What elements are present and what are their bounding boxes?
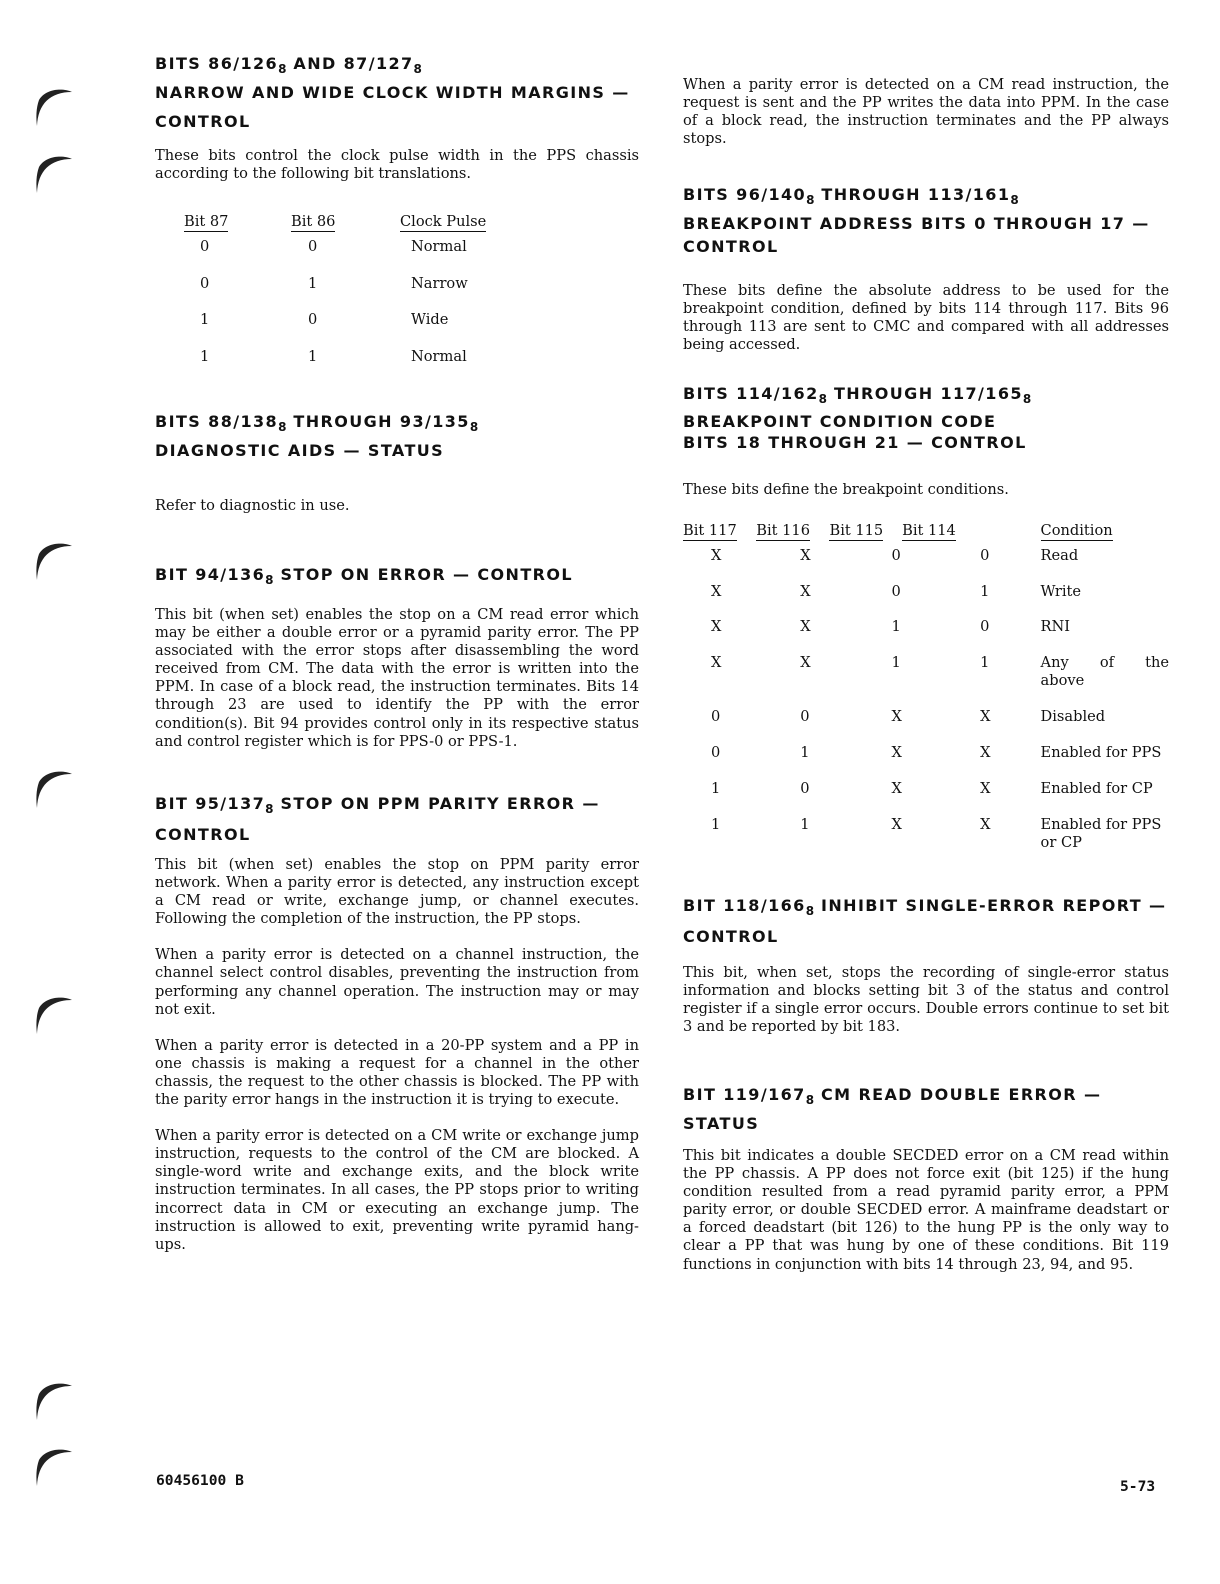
table-cell: X [711, 582, 722, 600]
section-heading-line: BITS 18 THROUGH 21 — CONTROL [683, 433, 1027, 452]
octal-subscript: 8 [278, 62, 287, 76]
heading-text: BIT 118/166 [683, 896, 806, 915]
heading-text: STOP ON PPM PARITY ERROR — [273, 794, 600, 813]
section-heading [155, 410, 639, 439]
table-cell: 1 [308, 274, 318, 292]
table-cell: X [891, 743, 902, 761]
section-body: This bit indicates a double SECDED error on a CM read within the PP chassis. A PP does not force exit (bit 125) if the hung condition resulted from a read pyramid parity error, a PPM parity error, or double SECDED error. A mainframe deadstart or a forced deadstart (bit 126) to the hung PP is the only way to clear a PP that was hung by one of these conditions. Bit 119 functions in conjunction with bits 14 through 23, 94, and 95. [683, 1147, 1169, 1273]
table-cell: Any of the above [1040, 653, 1169, 689]
table-cell: X [711, 618, 722, 635]
table-cell: 0 [980, 547, 990, 564]
table-cell: 1 [891, 618, 901, 635]
section-heading-line: CONTROL [683, 237, 779, 256]
octal-subscript: 8 [818, 392, 827, 406]
table-cell: Write [1040, 582, 1082, 600]
table-cell: Disabled [1040, 707, 1106, 725]
section-heading [155, 792, 639, 821]
table-header: Clock Pulse [400, 212, 487, 230]
table-cell: Enabled for PPS or CP [1040, 815, 1162, 851]
table-cell: 1 [308, 347, 318, 365]
table-cell: X [891, 707, 902, 725]
section-body: This bit, when set, stops the recording of single-error status information and blocks setting bit 3 of the status and control register if a single error occurs. Double errors continue to set bit 3 and be reported by bit 183. [683, 964, 1169, 1036]
table-cell: X [800, 547, 811, 564]
table-cell: Wide [411, 311, 449, 328]
section-heading-line: DIAGNOSTIC AIDS — STATUS [155, 441, 445, 460]
heading-text: STOP ON ERROR — CONTROL [273, 565, 573, 584]
table-row [683, 816, 1169, 856]
table-cell: X [980, 815, 991, 833]
table-row [683, 618, 1169, 654]
section-heading [683, 1083, 1169, 1135]
section-heading-line: CONTROL [155, 825, 251, 844]
table-cell: X [980, 779, 991, 797]
table-cell: X [711, 547, 722, 564]
table-cell: 1 [800, 743, 810, 761]
section-heading [155, 563, 639, 592]
clock-pulse-table [184, 204, 544, 384]
binder-hole-icon [34, 1446, 76, 1488]
table-cell: 0 [711, 707, 721, 725]
table-header: Condition [1040, 521, 1113, 539]
table-row [683, 708, 1169, 744]
table-cell: 0 [200, 238, 210, 255]
table-cell: X [800, 618, 811, 635]
section-heading-line: BREAKPOINT CONDITION CODE [683, 412, 997, 431]
section-bits-88-93 [155, 410, 639, 515]
binder-hole-icon [34, 86, 76, 128]
table-cell: 1 [891, 653, 901, 671]
heading-text: BIT 119/167 [683, 1085, 806, 1104]
section-bit-118 [683, 894, 1169, 1036]
section-bit-95 [155, 792, 639, 1254]
octal-subscript: 8 [805, 904, 815, 918]
octal-subscript: 8 [265, 802, 274, 816]
table-row [683, 583, 1169, 619]
table-cell: 1 [980, 582, 990, 600]
section-body: When a parity error is detected on a channel instruction, the channel select control disables, preventing the instruction from performing any channel operation. The instruction may or may not exit. [155, 946, 639, 1018]
section-body: Refer to diagnostic in use. [155, 497, 350, 514]
table-cell: 1 [200, 347, 210, 365]
table-cell: 0 [800, 707, 810, 725]
table-cell: X [800, 582, 811, 600]
section-bits-114-117 [683, 382, 1169, 499]
section-body: When a parity error is detected in a 20-PP system and a PP in one chassis is making a request for a channel in the other chassis, the request to the other chassis is blocked. The PP with the parity error hangs in the instruction it is trying to execute. [155, 1036, 639, 1109]
table-cell: 0 [891, 547, 901, 564]
table-cell: X [891, 815, 902, 833]
table-cell: 0 [711, 743, 721, 761]
table-row [184, 275, 544, 312]
octal-subscript: 8 [278, 420, 287, 434]
table-cell: X [800, 653, 811, 671]
section-bits-86-87 [155, 52, 639, 183]
table-cell: Read [1040, 547, 1079, 564]
octal-subscript: 8 [1022, 392, 1032, 406]
heading-text: BITS 86/126 [155, 54, 279, 73]
table-cell: Normal [411, 238, 467, 255]
table-cell: 0 [980, 618, 990, 635]
table-cell: 0 [308, 238, 318, 255]
heading-text: THROUGH 93/135 [286, 412, 470, 431]
table-row [683, 547, 1169, 583]
section-body: This bit (when set) enables the stop on a CM read error which may be either a double error or a pyramid parity error. The PP associated with the error stops after disassembling the word received from CM. The data with the error is written into the PPM. In case of a block read, the instruction terminates. Bits 14 through 23 are used to identify the PP with the error condition(s). Bit 94 provides control only in its respective status and control register which is for PPS-0 or PPS-1. [155, 606, 639, 750]
table-cell: 1 [980, 653, 990, 671]
table-cell: 1 [200, 311, 210, 328]
document-number: 60456100 B [156, 1472, 244, 1489]
table-header: Bit 87 [184, 212, 229, 230]
section-heading [683, 183, 1169, 212]
table-row [683, 780, 1169, 816]
section-heading-line: NARROW AND WIDE CLOCK WIDTH MARGINS — [155, 83, 630, 102]
table-cell: RNI [1040, 618, 1071, 635]
heading-text: AND 87/127 [286, 54, 414, 73]
section-body: These bits define the breakpoint conditions. [683, 481, 1009, 498]
table-cell: 0 [308, 311, 318, 328]
binder-hole-icon [34, 768, 76, 810]
heading-text: THROUGH 113/161 [814, 185, 1011, 204]
section-body: When a parity error is detected on a CM read instruction, the request is sent and the PP writes the data into PPM. In the case of a block read, the instruction terminates and the PP always stops. [683, 76, 1169, 148]
section-body: These bits control the clock pulse width in the PPS chassis according to the following bit translations. [155, 147, 639, 183]
binder-hole-icon [34, 994, 76, 1036]
table-cell: Enabled for PPS [1040, 743, 1162, 761]
octal-subscript: 8 [265, 573, 274, 587]
table-cell: X [980, 707, 991, 725]
binder-hole-icon [34, 1380, 76, 1422]
breakpoint-condition-table [683, 513, 1169, 856]
section-bits-96-113 [683, 183, 1169, 354]
table-cell: 1 [711, 815, 721, 833]
table-cell: 0 [200, 274, 210, 292]
page-number: 5-73 [1120, 1478, 1156, 1495]
table-cell: 1 [711, 779, 721, 797]
table-cell: X [891, 779, 902, 797]
table-row [184, 348, 544, 385]
section-heading [155, 52, 639, 81]
table-header: Bit 114 [902, 521, 956, 539]
section-heading [683, 894, 1169, 923]
section-body: These bits define the absolute address to be used for the breakpoint condition, defined by bits 114 through 117. Bits 96 through 113 are sent to CMC and compared with all addresses being accessed. [683, 282, 1169, 354]
heading-text: INHIBIT SINGLE-ERROR REPORT — [814, 896, 1167, 915]
heading-text: BITS 114/162 [683, 384, 819, 403]
section-body: This bit (when set) enables the stop on PPM parity error network. When a parity error is detected, any instruction except a CM read or write, exchange jump, or channel executes. Following the completion of the instruction, the PP stops. [155, 856, 639, 928]
octal-subscript: 8 [806, 193, 815, 207]
heading-text: BIT 94/136 [155, 565, 266, 584]
table-row [683, 654, 1169, 708]
section-heading [683, 382, 1169, 411]
heading-text: CM READ DOUBLE ERROR — STATUS [683, 1085, 1102, 1133]
table-header: Bit 117 [683, 521, 737, 539]
table-row [683, 744, 1169, 780]
table-cell: X [711, 653, 722, 671]
heading-text: BIT 95/137 [155, 794, 266, 813]
table-cell: 0 [891, 582, 901, 600]
table-header: Bit 116 [756, 521, 810, 539]
table-cell: Narrow [411, 274, 468, 292]
table-row [184, 311, 544, 348]
section-heading-line: CONTROL [155, 112, 251, 131]
heading-text: BITS 88/138 [155, 412, 279, 431]
table-cell: Enabled for CP [1040, 779, 1153, 797]
octal-subscript: 8 [1010, 193, 1019, 207]
binder-hole-icon [34, 540, 76, 582]
table-row [184, 238, 544, 275]
section-bit-119 [683, 1083, 1169, 1274]
section-heading-line: CONTROL [683, 927, 779, 946]
table-header: Bit 115 [829, 521, 884, 539]
heading-text: BITS 96/140 [683, 185, 807, 204]
table-cell: 1 [800, 815, 810, 833]
section-heading-line: BREAKPOINT ADDRESS BITS 0 THROUGH 17 — [683, 214, 1150, 233]
table-header: Bit 86 [291, 212, 336, 230]
table-cell: Normal [411, 347, 467, 365]
octal-subscript: 8 [469, 420, 479, 434]
table-cell: X [980, 743, 991, 761]
section-bit-94 [155, 563, 639, 751]
binder-hole-icon [34, 153, 76, 195]
table-cell: 0 [800, 779, 810, 797]
octal-subscript: 8 [413, 62, 422, 76]
octal-subscript: 8 [805, 1093, 815, 1107]
section-body: When a parity error is detected on a CM write or exchange jump instruction, requests to the control of the CM are blocked. A single-word write and exchange exits, and the block write instruction terminates. In all cases, the PP stops prior to writing incorrect data in CM or executing an exchange jump. The instruction is allowed to exit, preventing write pyramid hang-ups. [155, 1127, 639, 1253]
heading-text: THROUGH 117/165 [826, 384, 1023, 403]
